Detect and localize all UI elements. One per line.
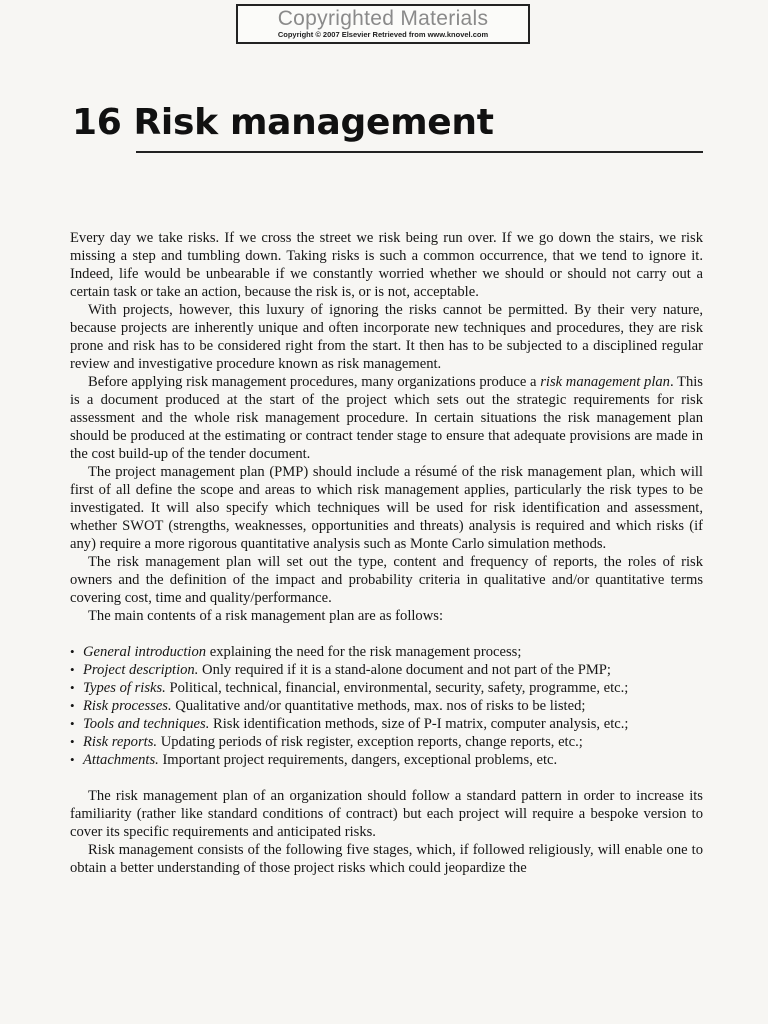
paragraph: The main contents of a risk management plan are as follows: [88, 608, 444, 624]
paragraph: With projects, however, this luxury of ignoring the risks cannot be permitted. By their very nature, because projects are inherently unique and often incorporate new techniques and procedures, they are risk prone and risk has to be considered right from the start. It then has to be subjected to a disciplined regular review and investigative procedure known as risk management. [70, 302, 703, 372]
list-item-text: Only required if it is a stand-alone document and not part of the PMP; [198, 662, 611, 678]
body-text [70, 229, 703, 877]
list-item-text: Important project requirements, dangers, exceptional problems, etc. [158, 752, 558, 768]
bullet-icon: • [70, 698, 75, 713]
list-item [70, 697, 703, 715]
list-item [70, 643, 703, 661]
bullet-icon: • [70, 680, 75, 695]
list-item-term: Attachments. [83, 752, 159, 768]
paragraph-italic-term: risk management plan [540, 374, 670, 390]
chapter-heading [72, 98, 494, 148]
chapter-title: Risk management [133, 102, 494, 143]
paragraph [70, 373, 703, 463]
list-item-term: Risk processes. [83, 698, 172, 714]
list-item-text: Political, technical, financial, environmental, security, safety, programme, etc.; [165, 680, 629, 696]
list-item-term: Risk reports. [83, 734, 158, 750]
stamp-subtitle: Copyright © 2007 Elsevier Retrieved from www.knovel.com [277, 30, 489, 39]
paragraph: Every day we take risks. If we cross the street we risk being run over. If we go down the stairs, we risk missing a step and tumbling down. Taking risks is such a common occurrence, that we tend to ignore it. Indeed, life would be unbearable if we constantly worried whether we should or should not carry out a certain task or take an action, because the risk is, or is not, acceptable. [70, 230, 703, 300]
chapter-rule [136, 151, 703, 153]
paragraph: Risk management consists of the following five stages, which, if followed religiously, will enable one to obtain a better understanding of those project risks which could jeopardize the [70, 842, 703, 876]
bullet-icon: • [70, 752, 75, 767]
list-item [70, 733, 703, 751]
list-item-text: explaining the need for the risk management process; [206, 644, 522, 660]
bullet-icon: • [70, 734, 75, 749]
list-item-term: Tools and techniques. [83, 716, 210, 732]
list-item-term: Types of risks. [83, 680, 166, 696]
copyright-stamp [236, 4, 530, 44]
contents-list [70, 643, 703, 769]
paragraph-text: Before applying risk management procedures, many organizations produce a [88, 374, 541, 390]
list-item-text: Risk identification methods, size of P-I matrix, computer analysis, etc.; [209, 716, 629, 732]
paragraph: The project management plan (PMP) should include a résumé of the risk management plan, which will first of all define the scope and areas to which risk management applies, particularly the risk types to be investigated. It will also specify which techniques will be used for risk identification and assessment, whether SWOT (strengths, weaknesses, opportunities and threats) analysis is required and which risks (if any) require a more rigorous quantitative analysis such as Monte Carlo simulation methods. [70, 464, 703, 552]
bullet-icon: • [70, 716, 75, 731]
list-item [70, 679, 703, 697]
paragraph-text: . This is a document produced at the start of the project which sets out the strategic requirements for risk assessment and the whole risk management procedure. In certain situations the risk management plan should be produced at the estimating or contract tender stage to ensure that adequate provisions are made in the cost build-up of the tender document. [70, 374, 703, 462]
list-item-term: General introduction [83, 644, 207, 660]
list-item-text: Updating periods of risk register, exception reports, change reports, etc.; [157, 734, 583, 750]
chapter-number: 16 [72, 102, 122, 143]
list-item-text: Qualitative and/or quantitative methods, max. nos of risks to be listed; [171, 698, 586, 714]
list-item [70, 715, 703, 733]
stamp-title: Copyrighted Materials [277, 7, 489, 30]
paragraph: The risk management plan will set out the type, content and frequency of reports, the roles of risk owners and the definition of the impact and probability criteria in qualitative and/or quantitative terms covering cost, time and quality/performance. [70, 554, 703, 606]
list-item-term: Project description. [83, 662, 199, 678]
bullet-icon: • [70, 644, 75, 659]
list-item [70, 661, 703, 679]
list-item [70, 751, 703, 769]
bullet-icon: • [70, 662, 75, 677]
paragraph: The risk management plan of an organization should follow a standard pattern in order to increase its familiarity (rather like standard conditions of contract) but each project will require a bespoke version to cover its specific requirements and anticipated risks. [70, 788, 703, 840]
